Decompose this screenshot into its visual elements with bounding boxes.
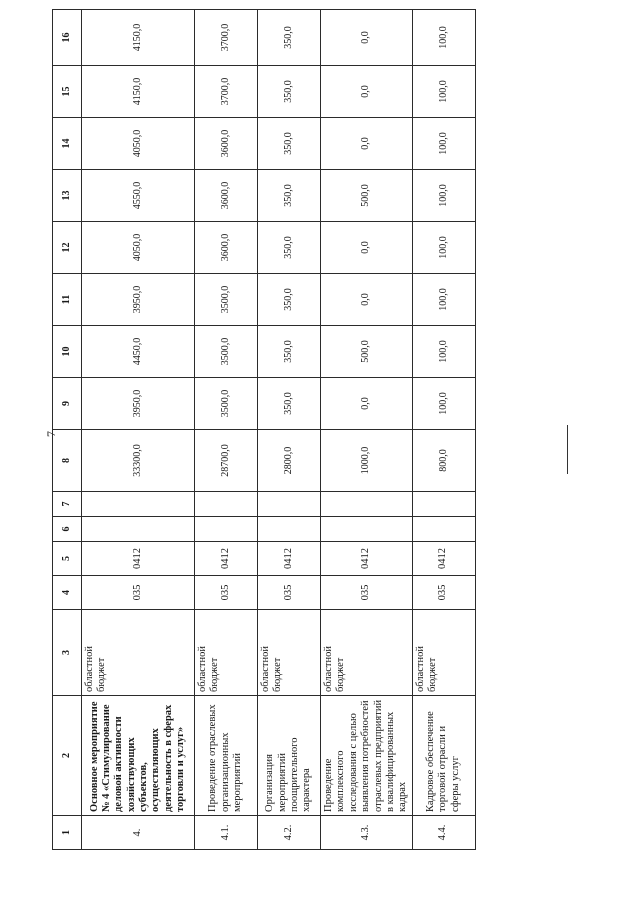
- section-code: 0412: [82, 542, 195, 576]
- section-code: 0412: [258, 542, 321, 576]
- table-row: [321, 10, 413, 850]
- code-col-7: [258, 492, 321, 517]
- year-value: 100,0: [412, 118, 475, 170]
- year-value: 100,0: [412, 274, 475, 326]
- section-code: 0412: [412, 542, 475, 576]
- code-col-6: [412, 517, 475, 542]
- year-value: 0,0: [321, 66, 413, 118]
- year-value: 4150,0: [82, 66, 195, 118]
- budget-table: [52, 9, 476, 850]
- event-name: Проведение отраслевых организационных мероприятий: [195, 696, 258, 816]
- year-value: 3600,0: [195, 222, 258, 274]
- column-number: 5: [53, 542, 82, 576]
- admin-code: 035: [82, 576, 195, 610]
- year-value: 100,0: [412, 326, 475, 378]
- column-number: 9: [53, 378, 82, 430]
- year-value: 4550,0: [82, 170, 195, 222]
- year-value: 3500,0: [195, 326, 258, 378]
- code-col-6: [321, 517, 413, 542]
- column-number: 4: [53, 576, 82, 610]
- column-number-row: [53, 10, 82, 850]
- event-name: Основное мероприятие № 4 «Стимулирование деловой активности хозяйствующих субъектов, осуществляющих деятельность в сферах торговли и услуг»: [82, 696, 195, 816]
- column-number: 14: [53, 118, 82, 170]
- year-value: 100,0: [412, 10, 475, 66]
- total-value: 2800,0: [258, 430, 321, 492]
- year-value: 0,0: [321, 10, 413, 66]
- event-name: Организация мероприятий поощрительного характера: [258, 696, 321, 816]
- year-value: 4050,0: [82, 118, 195, 170]
- code-col-6: [195, 517, 258, 542]
- year-value: 350,0: [258, 378, 321, 430]
- table-row: [195, 10, 258, 850]
- year-value: 3500,0: [195, 274, 258, 326]
- section-code: 0412: [195, 542, 258, 576]
- funding-source: областной бюджет: [321, 610, 413, 696]
- row-number: 4.3.: [321, 816, 413, 850]
- year-value: 100,0: [412, 378, 475, 430]
- year-value: 350,0: [258, 274, 321, 326]
- year-value: 100,0: [412, 66, 475, 118]
- column-number: 15: [53, 66, 82, 118]
- code-col-7: [82, 492, 195, 517]
- column-number: 1: [53, 816, 82, 850]
- year-value: 3950,0: [82, 274, 195, 326]
- year-value: 350,0: [258, 326, 321, 378]
- row-number: 4.: [82, 816, 195, 850]
- column-number: 8: [53, 430, 82, 492]
- year-value: 350,0: [258, 10, 321, 66]
- column-number: 3: [53, 610, 82, 696]
- admin-code: 035: [195, 576, 258, 610]
- year-value: 3700,0: [195, 10, 258, 66]
- code-col-6: [258, 517, 321, 542]
- margin-mark: [567, 425, 568, 474]
- total-value: 33300,0: [82, 430, 195, 492]
- rotated-page: [52, 10, 552, 850]
- year-value: 350,0: [258, 170, 321, 222]
- year-value: 4050,0: [82, 222, 195, 274]
- total-value: 1000,0: [321, 430, 413, 492]
- year-value: 0,0: [321, 118, 413, 170]
- year-value: 0,0: [321, 274, 413, 326]
- year-value: 4450,0: [82, 326, 195, 378]
- column-number: 11: [53, 274, 82, 326]
- year-value: 3950,0: [82, 378, 195, 430]
- year-value: 100,0: [412, 222, 475, 274]
- funding-source: областной бюджет: [82, 610, 195, 696]
- page-number: 7: [44, 431, 58, 437]
- row-number: 4.4.: [412, 816, 475, 850]
- column-number: 12: [53, 222, 82, 274]
- row-number: 4.2.: [258, 816, 321, 850]
- year-value: 350,0: [258, 222, 321, 274]
- year-value: 500,0: [321, 170, 413, 222]
- column-number: 10: [53, 326, 82, 378]
- code-col-7: [412, 492, 475, 517]
- code-col-7: [321, 492, 413, 517]
- column-number: 16: [53, 10, 82, 66]
- year-value: 0,0: [321, 222, 413, 274]
- event-name: Проведение комплексного исследования с целью выявления потребностей отраслевых предприятий в квалифицированных кадрах: [321, 696, 413, 816]
- code-col-7: [195, 492, 258, 517]
- year-value: 3500,0: [195, 378, 258, 430]
- year-value: 4150,0: [82, 10, 195, 66]
- year-value: 3600,0: [195, 170, 258, 222]
- year-value: 500,0: [321, 326, 413, 378]
- funding-source: областной бюджет: [412, 610, 475, 696]
- column-number: 2: [53, 696, 82, 816]
- event-name: Кадровое обеспечение торговой отрасли и сферы услуг: [412, 696, 475, 816]
- admin-code: 035: [321, 576, 413, 610]
- year-value: 100,0: [412, 170, 475, 222]
- funding-source: областной бюджет: [258, 610, 321, 696]
- funding-source: областной бюджет: [195, 610, 258, 696]
- code-col-6: [82, 517, 195, 542]
- admin-code: 035: [258, 576, 321, 610]
- section-code: 0412: [321, 542, 413, 576]
- table-row: [412, 10, 475, 850]
- column-number: 7: [53, 492, 82, 517]
- total-value: 800,0: [412, 430, 475, 492]
- year-value: 3700,0: [195, 66, 258, 118]
- table-row: [258, 10, 321, 850]
- admin-code: 035: [412, 576, 475, 610]
- year-value: 350,0: [258, 66, 321, 118]
- row-number: 4.1.: [195, 816, 258, 850]
- year-value: 3600,0: [195, 118, 258, 170]
- column-number: 13: [53, 170, 82, 222]
- table-row: [82, 10, 195, 850]
- total-value: 28700,0: [195, 430, 258, 492]
- year-value: 0,0: [321, 378, 413, 430]
- column-number: 6: [53, 517, 82, 542]
- table-body: [82, 10, 476, 850]
- year-value: 350,0: [258, 118, 321, 170]
